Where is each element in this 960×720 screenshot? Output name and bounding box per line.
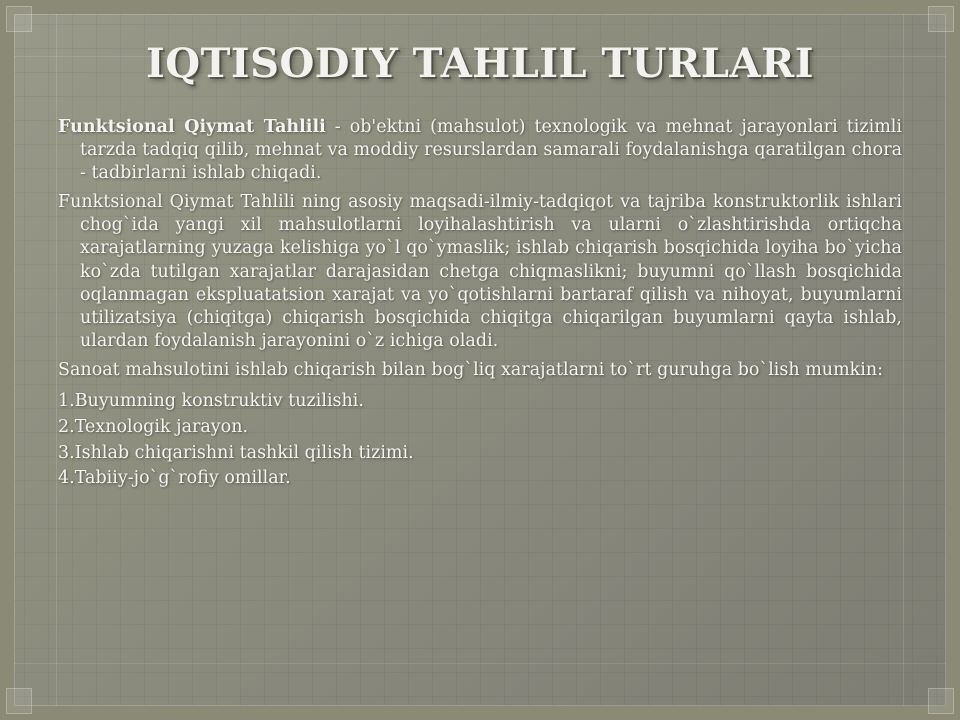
paragraph-1 [58,116,902,185]
corner-ornament-bottom-right [928,688,954,714]
numbered-list [58,390,902,490]
list-item: 2.Texnologik jarayon. [58,416,249,437]
paragraph-1-text: - ob'ektni (mahsulot) texnologik va mehnat jarayonlari tizimli tarzda tadqiq qilib, mehnat va moddiy resurslardan samarali foydalanishga qaratilgan chora - tadbirlarni ishlab chiqadi. [80,117,903,184]
corner-ornament-bottom-left [6,688,32,714]
list-item: 3.Ishlab chiqarishni tashkil qilish tizimi. [58,442,414,463]
paragraph-1-lead: Funktsional Qiymat Tahlili [58,117,326,137]
guide-line-bottom [14,663,946,664]
list-item: 4.Tabiiy-jo`g`rofiy omillar. [58,468,291,489]
paragraph-2: Funktsional Qiymat Tahlili ning asosiy maqsadi-ilmiy-tadqiqot va tajriba konstruktorlik ishlari chog`ida yangi xil mahsulotlarni loyihalashtirish va ularni o`zlashtirishda ortiqcha xarajatlarning yuzaga kelishiga yo`l qo`ymaslik; ishlab chiqarish bosqichida loyiha bo`yicha ko`zda tutilgan xarajatlar darajasidan chetga chiqmaslikni; buyumni qo`llash bosqichida oqlanmagan ekspluatatsion xarajat va yo`qotishlarni bartaraf qilish va nihoyat, buyumlarni utilizatsiya (chiqitga) chiqarish bosqichida chiqitga chiqarilgan buyumlarni qayta ishlab, ulardan foydalanish jarayonini o`z ichiga oladi. [58,192,902,351]
list-item: 1.Buyumning konstruktiv tuzilishi. [58,391,364,412]
page-title: IQTISODIY TAHLIL TURLARI [146,40,814,87]
paragraph-3: Sanoat mahsulotini ishlab chiqarish bilan bog`liq xarajatlarni to`rt guruhga bo`lish mumkin: [58,359,884,380]
slide-body [30,116,930,490]
